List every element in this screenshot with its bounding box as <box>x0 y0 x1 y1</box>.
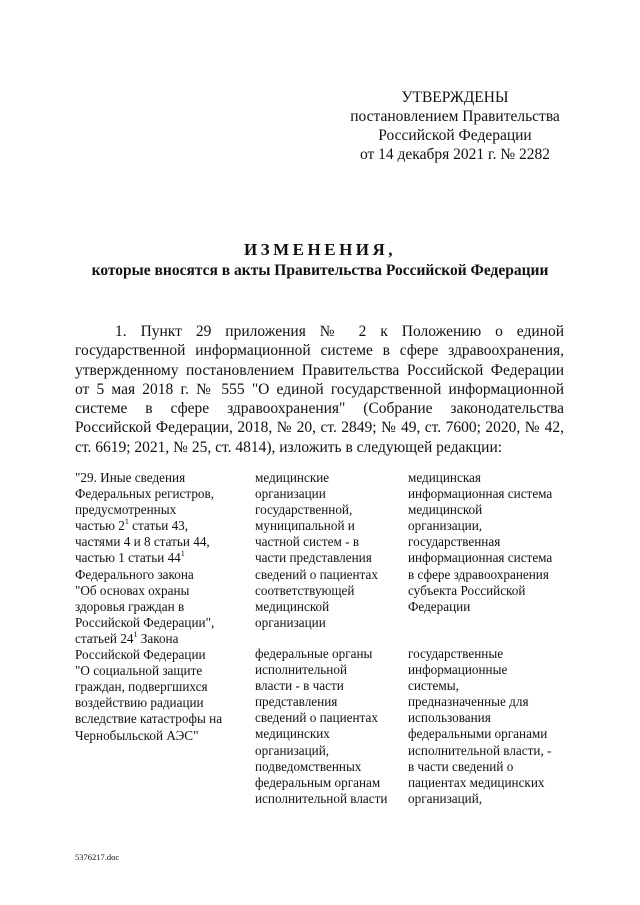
table-cell-line: муниципальной и <box>255 518 355 534</box>
document-subtitle: которые вносятся в акты Правительства Российской Федерации <box>91 262 549 279</box>
table-cell-line: медицинских <box>255 726 330 742</box>
table-column-providers-b <box>255 646 387 807</box>
table-cell-line: части представления <box>255 550 372 566</box>
superscript: 1 <box>180 549 185 559</box>
text-run: статьей 24 <box>75 630 134 646</box>
table-cell-line <box>75 631 222 647</box>
table-cell-line: подведомственных <box>255 758 362 774</box>
table-cell-line: организаций, <box>408 790 483 806</box>
table-cell-line: "Об основах охраны <box>75 582 190 598</box>
table-cell-line <box>75 518 222 534</box>
superscript: 1 <box>124 517 129 527</box>
table-cell-line <box>75 550 222 566</box>
approval-line: Российской Федерации <box>378 127 532 144</box>
table-cell-line: Чернобыльской АЭС" <box>75 727 199 743</box>
table-cell-line: Федерации <box>408 598 471 614</box>
table-cell-line: "29. Иные сведения <box>75 470 186 485</box>
table-cell-line: предусмотренных <box>75 502 177 518</box>
table-cell-line: информационная система <box>408 486 553 502</box>
approval-line: постановлением Правительства <box>350 108 560 125</box>
table-cell-line: медицинской <box>255 598 330 614</box>
text-run: частью 1 статьи 44 <box>75 550 181 566</box>
approval-line: от 14 декабря 2021 г. № 2282 <box>359 146 551 163</box>
text-run: частью 2 <box>75 518 125 534</box>
superscript: 1 <box>133 629 138 639</box>
table-cell-line: пациентах медицинских <box>408 774 545 790</box>
table-cell-line: информационные <box>408 662 508 678</box>
table-cell-line: системы, <box>408 678 459 694</box>
table-cell-line: федеральным органам <box>255 774 381 790</box>
table-column-systems-b <box>408 646 551 807</box>
table-cell-line: организаций, <box>255 742 330 758</box>
table-cell-line: государственная <box>408 534 501 550</box>
table-cell-line: вследствие катастрофы на <box>75 711 223 727</box>
table-cell-line: представления <box>255 694 338 710</box>
table-cell-line: федеральными органами <box>408 726 548 742</box>
paragraph-line: государственной информационной системе в сфере здравоохранения, <box>75 342 564 360</box>
table-cell-line: сведений о пациентах <box>255 710 378 726</box>
table-cell-line: воздействию радиации <box>75 695 204 711</box>
table-cell-line: Российской Федерации", <box>75 614 215 630</box>
table-cell-line: здоровья граждан в <box>75 598 185 614</box>
table-cell-line: Федерального закона <box>75 566 194 582</box>
text-run: Закона <box>137 630 179 646</box>
table-cell-line: организации <box>255 486 326 502</box>
paragraph-line: утвержденному постановлением Правительства Российской Федерации <box>75 361 564 379</box>
table-column-info <box>75 470 222 744</box>
table-cell-line: организации, <box>408 518 483 534</box>
paragraph-line: 1. Пункт 29 приложения № 2 к Положению о единой <box>115 323 564 340</box>
table-cell-line: Федеральных регистров, <box>75 486 215 502</box>
file-name-footer: 5376217.doc <box>75 852 120 862</box>
table-cell-line: использования <box>408 710 491 726</box>
approval-line: УТВЕРЖДЕНЫ <box>401 89 509 106</box>
table-cell-line: предназначенные для <box>408 694 529 710</box>
table-cell-line: организации <box>255 614 326 630</box>
table-cell-line: в сфере здравоохранения <box>408 566 549 582</box>
table-cell-line: частной систем - в <box>255 534 360 550</box>
paragraph-1 <box>75 322 564 457</box>
table-cell-line: соответствующей <box>255 582 355 598</box>
table-cell-line: граждан, подвергшихся <box>75 679 208 695</box>
table-cell-line: в части сведений о <box>408 758 514 774</box>
table-cell-line: субъекта Российской <box>408 582 526 598</box>
table-cell-line: медицинской <box>408 502 483 518</box>
text-run: статьи 43, <box>128 518 189 534</box>
table-cell-line: Российской Федерации <box>75 647 206 663</box>
paragraph-line: от 5 мая 2018 г. № 555 "О единой государственной информационной <box>75 380 564 398</box>
document-title: ИЗМЕНЕНИЯ, <box>243 240 397 259</box>
table-column-providers-a <box>255 470 378 631</box>
table-cell-line: сведений о пациентах <box>255 566 378 582</box>
table-cell-line: федеральные органы <box>255 646 373 661</box>
table-cell-line: исполнительной <box>255 662 348 678</box>
table-cell-line: государственные <box>408 646 504 661</box>
table-cell-line: государственной, <box>255 502 353 518</box>
paragraph-line: системе в сфере здравоохранения" (Собрание законодательства <box>75 400 564 418</box>
table-cell-line: медицинские <box>255 470 330 485</box>
table-cell-line: власти - в части <box>255 678 344 694</box>
table-column-systems-a <box>408 470 552 615</box>
approval-block <box>330 88 580 164</box>
table-cell-line: "О социальной защите <box>75 663 203 679</box>
paragraph-line: Российской Федерации, 2018, № 20, ст. 2849; № 49, ст. 7600; 2020, № 42, <box>75 419 564 437</box>
table-cell-line: исполнительной власти <box>255 790 388 806</box>
table-cell-line: исполнительной власти, - <box>408 742 552 758</box>
table-cell-line: медицинская <box>408 470 481 485</box>
table-cell-line: частями 4 и 8 статьи 44, <box>75 534 210 550</box>
paragraph-line: ст. 6619; 2021, № 25, ст. 4814), изложить в следующей редакции: <box>75 438 503 456</box>
table-cell-line: информационная система <box>408 550 553 566</box>
